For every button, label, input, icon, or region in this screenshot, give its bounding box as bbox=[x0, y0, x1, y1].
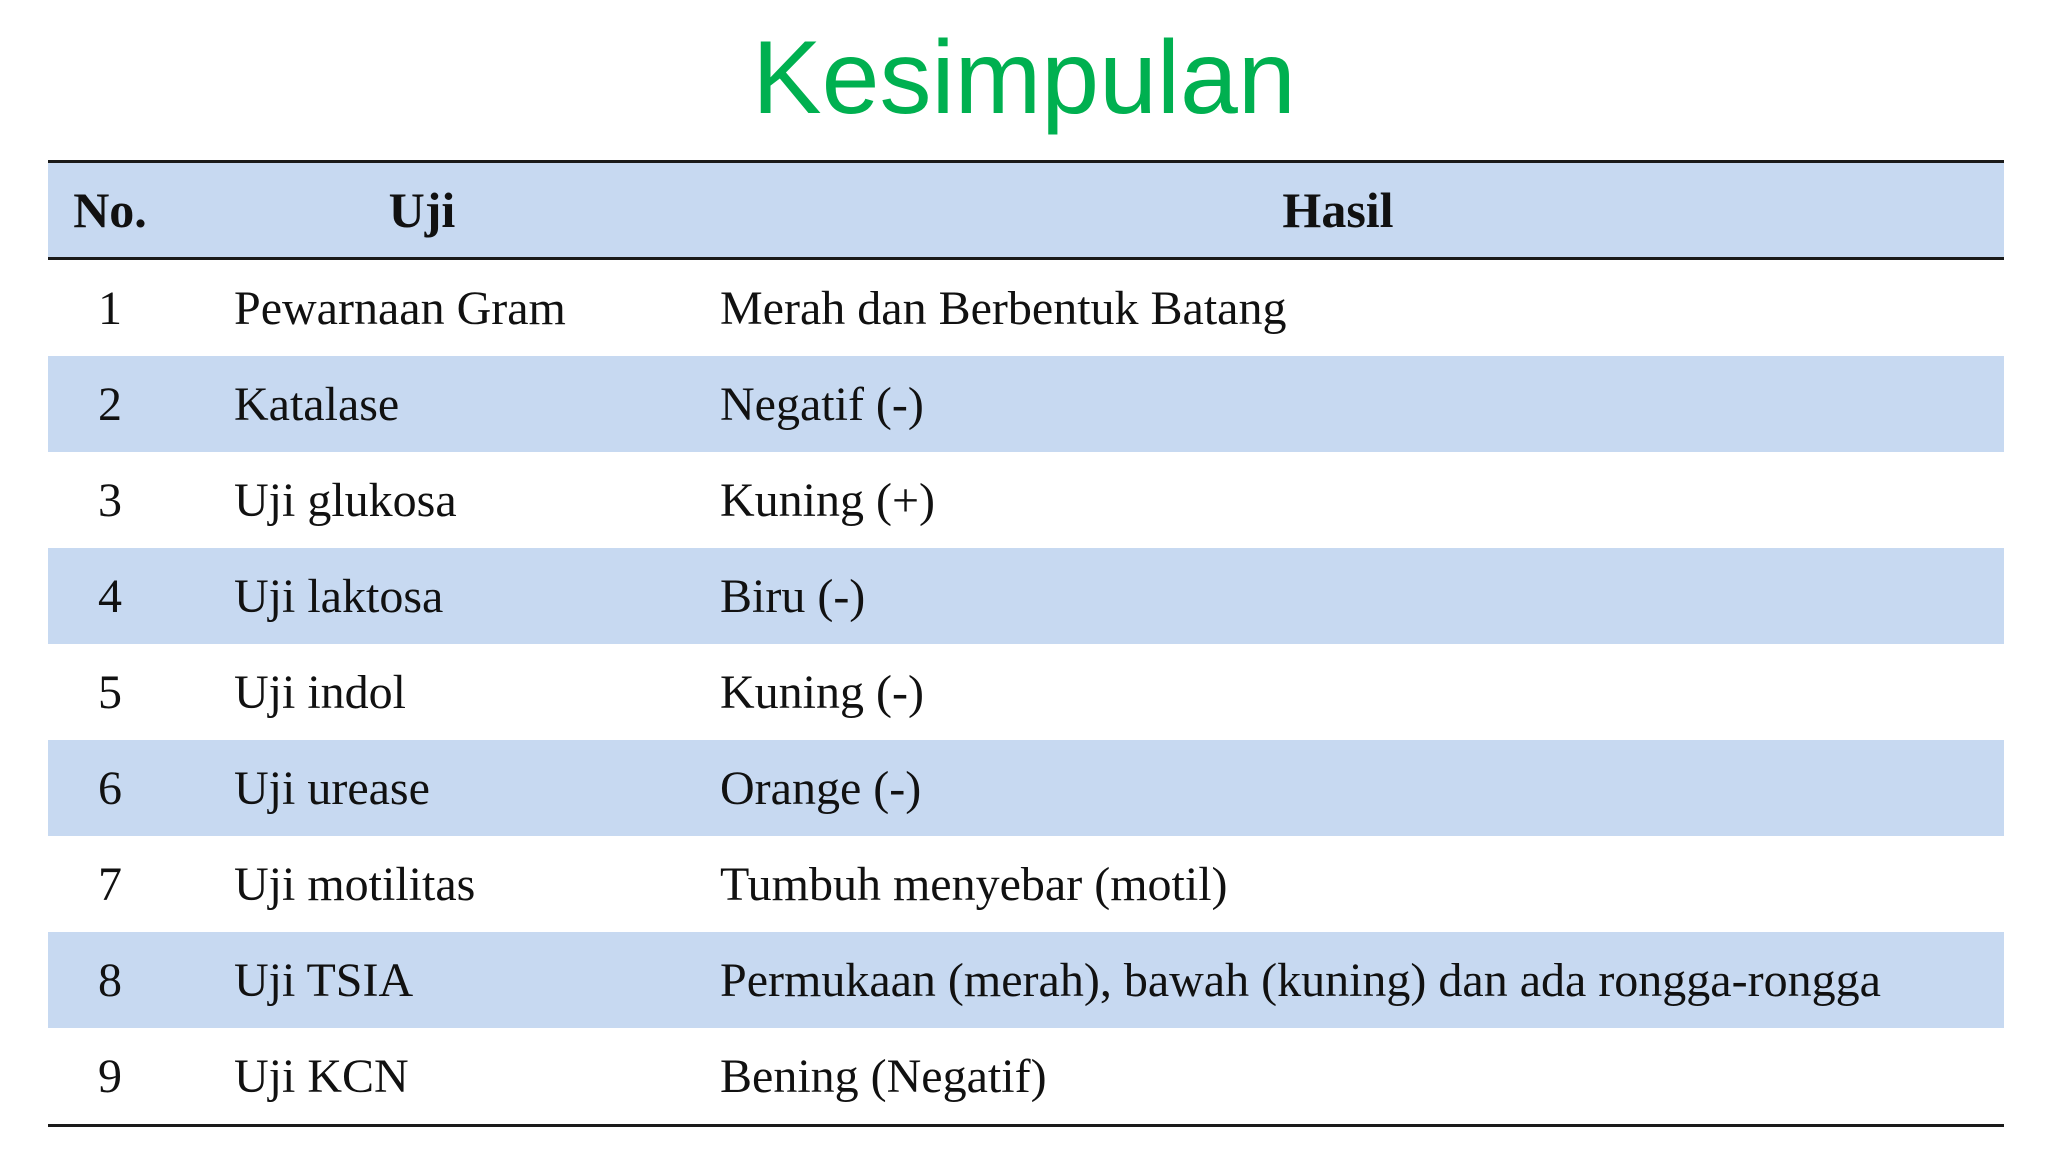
cell-uji: Uji indol bbox=[234, 665, 407, 719]
cell-uji: Uji glukosa bbox=[234, 473, 457, 527]
cell-no: 1 bbox=[98, 281, 122, 335]
cell-no: 8 bbox=[98, 953, 122, 1007]
cell-uji: Uji TSIA bbox=[234, 953, 414, 1007]
cell-no: 4 bbox=[98, 569, 122, 623]
table-row bbox=[48, 259, 2004, 357]
table-header bbox=[48, 162, 2004, 259]
results-table bbox=[48, 160, 2004, 1127]
cell-no: 5 bbox=[98, 665, 122, 719]
table-row bbox=[48, 1028, 2004, 1126]
cell-hasil: Merah dan Berbentuk Batang bbox=[720, 281, 1287, 335]
cell-hasil: Biru (-) bbox=[720, 569, 866, 623]
table-row bbox=[48, 452, 2004, 548]
cell-hasil: Kuning (+) bbox=[720, 473, 936, 527]
cell-uji: Uji KCN bbox=[172, 1028, 672, 1126]
header-hasil: Hasil bbox=[672, 162, 2004, 259]
cell-no: 6 bbox=[98, 761, 122, 815]
cell-hasil: Negatif (-) bbox=[720, 377, 924, 431]
cell-no: 2 bbox=[98, 377, 122, 431]
table-row bbox=[48, 836, 2004, 932]
table-body bbox=[48, 259, 2004, 1126]
header-row bbox=[48, 162, 2004, 259]
page-title: Kesimpulan bbox=[752, 20, 1296, 136]
cell-hasil: Bening (Negatif) bbox=[672, 1028, 2004, 1126]
table-row bbox=[48, 356, 2004, 452]
cell-no: 9 bbox=[48, 1028, 172, 1126]
cell-no: 7 bbox=[98, 857, 122, 911]
cell-no: 3 bbox=[98, 473, 122, 527]
cell-uji: Katalase bbox=[234, 377, 400, 431]
cell-hasil: Kuning (-) bbox=[720, 665, 924, 719]
header-uji: Uji bbox=[172, 162, 672, 259]
cell-hasil: Tumbuh menyebar (motil) bbox=[720, 857, 1228, 911]
table-row bbox=[48, 740, 2004, 836]
header-no: No. bbox=[48, 162, 172, 259]
table-row bbox=[48, 548, 2004, 644]
table-row bbox=[48, 932, 2004, 1028]
cell-hasil: Permukaan (merah), bawah (kuning) dan ada rongga-rongga bbox=[720, 953, 1881, 1007]
cell-uji: Uji urease bbox=[234, 761, 430, 815]
cell-uji: Pewarnaan Gram bbox=[234, 281, 566, 335]
cell-hasil: Orange (-) bbox=[720, 761, 922, 815]
table-row bbox=[48, 644, 2004, 740]
cell-uji: Uji laktosa bbox=[234, 569, 444, 623]
cell-uji: Uji motilitas bbox=[234, 857, 476, 911]
